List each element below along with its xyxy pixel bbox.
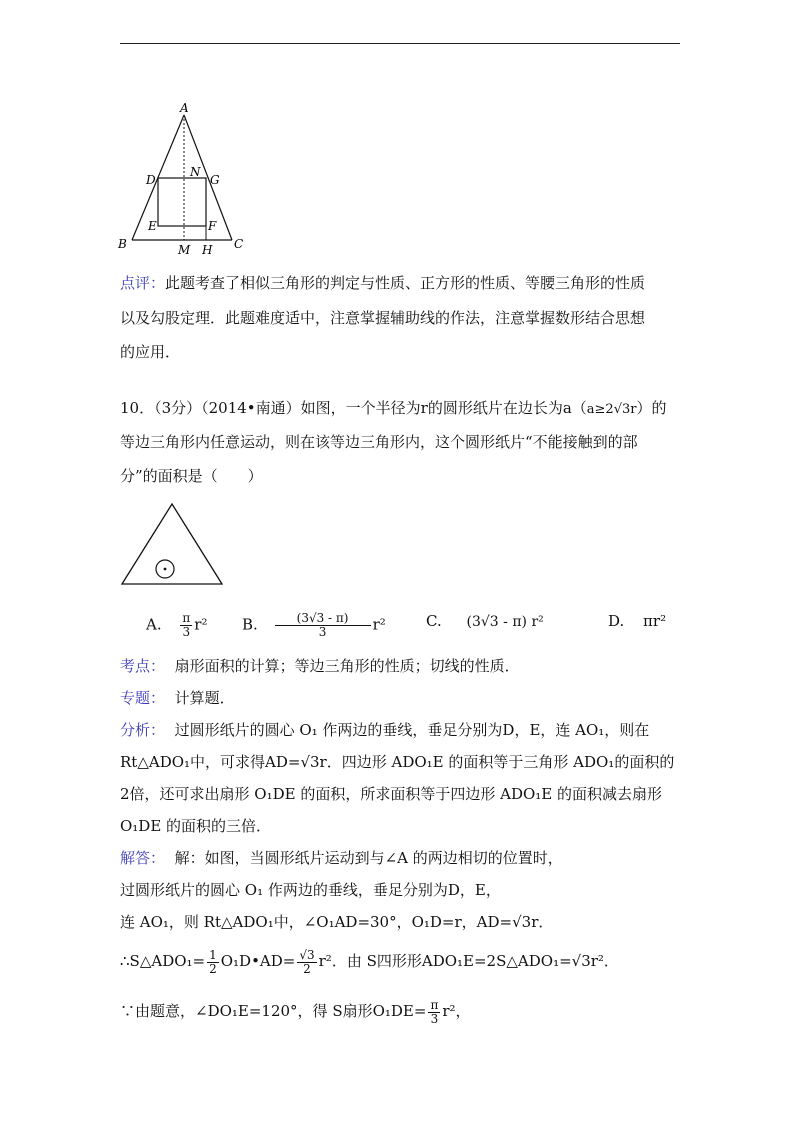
option-c-text: (3√3 - π) r² — [466, 614, 544, 630]
fenxi-line3: 2倍，还可求出扇形 O₁DE 的面积，所求面积等于四边形 ADO₁E 的面积减去扇形 — [120, 785, 663, 803]
f1-pre: ∴S△ADO₁= — [120, 952, 206, 970]
option-d-text: πr² — [643, 612, 667, 630]
f1-frac1: $\frac{1}{2}$ — [209, 947, 217, 976]
f2-tail: r²， — [442, 1002, 471, 1020]
triangle-square-figure — [110, 100, 260, 255]
jieda-line3: 连 AO₁，则 Rt△ADO₁中，∠O₁AD=30°，O₁D=r，AD=√3r． — [120, 913, 554, 931]
option-b[interactable] — [242, 612, 386, 639]
zhuanti-tag: 专题： — [120, 689, 166, 707]
option-d-label: D. — [608, 612, 625, 630]
label-n: N — [190, 165, 201, 179]
jieda-tag: 解答： — [120, 849, 166, 867]
jieda-line2: 过圆形纸片的圆心 O₁ 作两边的垂线，垂足分别为D，E， — [120, 881, 501, 899]
f1-mid: O₁D•AD= — [220, 952, 296, 970]
fenxi-text1: 过圆形纸片的圆心 O₁ 作两边的垂线，垂足分别为D，E，连 AO₁，则在 — [174, 721, 650, 739]
review-line3: 的应用． — [120, 343, 181, 361]
zhuanti-line — [120, 687, 235, 709]
fenxi-line2: Rt△ADO₁中，可求得AD=√3r．四边形 ADO₁E 的面积等于三角形 ADO₁的面积的 — [120, 753, 675, 771]
label-h: H — [202, 243, 213, 255]
label-f: F — [208, 219, 217, 233]
f2-frac: $\frac{\pi}{3}$ — [430, 997, 439, 1026]
f1-tail: r²．由 S四形形ADO₁E=2S△ADO₁=√3r²． — [318, 952, 619, 970]
jieda-line1 — [120, 847, 563, 869]
label-m: M — [178, 243, 191, 255]
label-d: D — [146, 173, 156, 187]
option-b-label: B. — [242, 615, 258, 634]
question-line1 — [120, 397, 666, 421]
header-rule — [120, 43, 680, 44]
kaodian-text: 扇形面积的计算；等边三角形的性质；切线的性质． — [174, 657, 520, 675]
review-text1: 此题考查了相似三角形的判定与性质、正方形的性质、等腰三角形的性质 — [165, 274, 646, 292]
option-d[interactable] — [608, 612, 666, 630]
fenxi-line4: O₁DE 的面积的三倍． — [120, 817, 272, 835]
f1-frac2: $\frac{√3}{2}$ — [299, 947, 315, 976]
question-text1a: 10．（3分）（2014•南通）如图，一个半径为r的圆形纸片在边长为a（ — [120, 399, 587, 417]
label-a: A — [180, 101, 189, 115]
fenxi-line1 — [120, 719, 649, 741]
kaodian-line — [120, 655, 520, 677]
circle-center — [164, 568, 167, 571]
question-condition: a≥2√3r — [586, 402, 637, 417]
jieda-formula1 — [120, 944, 619, 978]
option-a-label: A. — [146, 615, 162, 634]
option-b-fraction: $\frac{(3√3 - \pi)}{3}$ — [275, 612, 371, 639]
question-line3: 分”的面积是（ ） — [120, 467, 263, 485]
review-tag: 点评： — [120, 274, 166, 292]
option-a-tail: r² — [194, 615, 208, 634]
option-b-tail: r² — [372, 615, 386, 634]
option-c[interactable] — [426, 612, 544, 630]
f2-pre: ∵由题意，∠DO₁E=120°，得 S扇形O₁DE= — [120, 1002, 427, 1020]
option-a-fraction: $\frac{\pi}{3}$ — [182, 611, 191, 639]
label-b: B — [118, 237, 127, 251]
review-line1 — [120, 272, 645, 294]
jieda-text1: 解：如图，当圆形纸片运动到与∠A 的两边相切的位置时， — [174, 849, 563, 867]
option-a[interactable] — [146, 612, 207, 639]
label-e: E — [148, 219, 157, 233]
label-g: G — [210, 173, 220, 187]
square-defg — [158, 178, 206, 226]
option-c-label: C. — [426, 612, 442, 630]
question-text1c: ）的 — [636, 399, 667, 417]
fenxi-tag: 分析： — [120, 721, 166, 739]
kaodian-tag: 考点： — [120, 657, 166, 675]
question-line2: 等边三角形内任意运动，则在该等边三角形内，这个圆形纸片“不能接触到的部 — [120, 433, 638, 451]
jieda-formula2 — [120, 994, 471, 1028]
zhuanti-text: 计算题． — [174, 689, 235, 707]
equilateral-triangle — [122, 504, 222, 584]
triangle-circle-figure — [118, 500, 226, 592]
label-c: C — [234, 237, 244, 251]
review-line2: 以及勾股定理．此题难度适中，注意掌握辅助线的作法，注意掌握数形结合思想 — [120, 309, 646, 327]
